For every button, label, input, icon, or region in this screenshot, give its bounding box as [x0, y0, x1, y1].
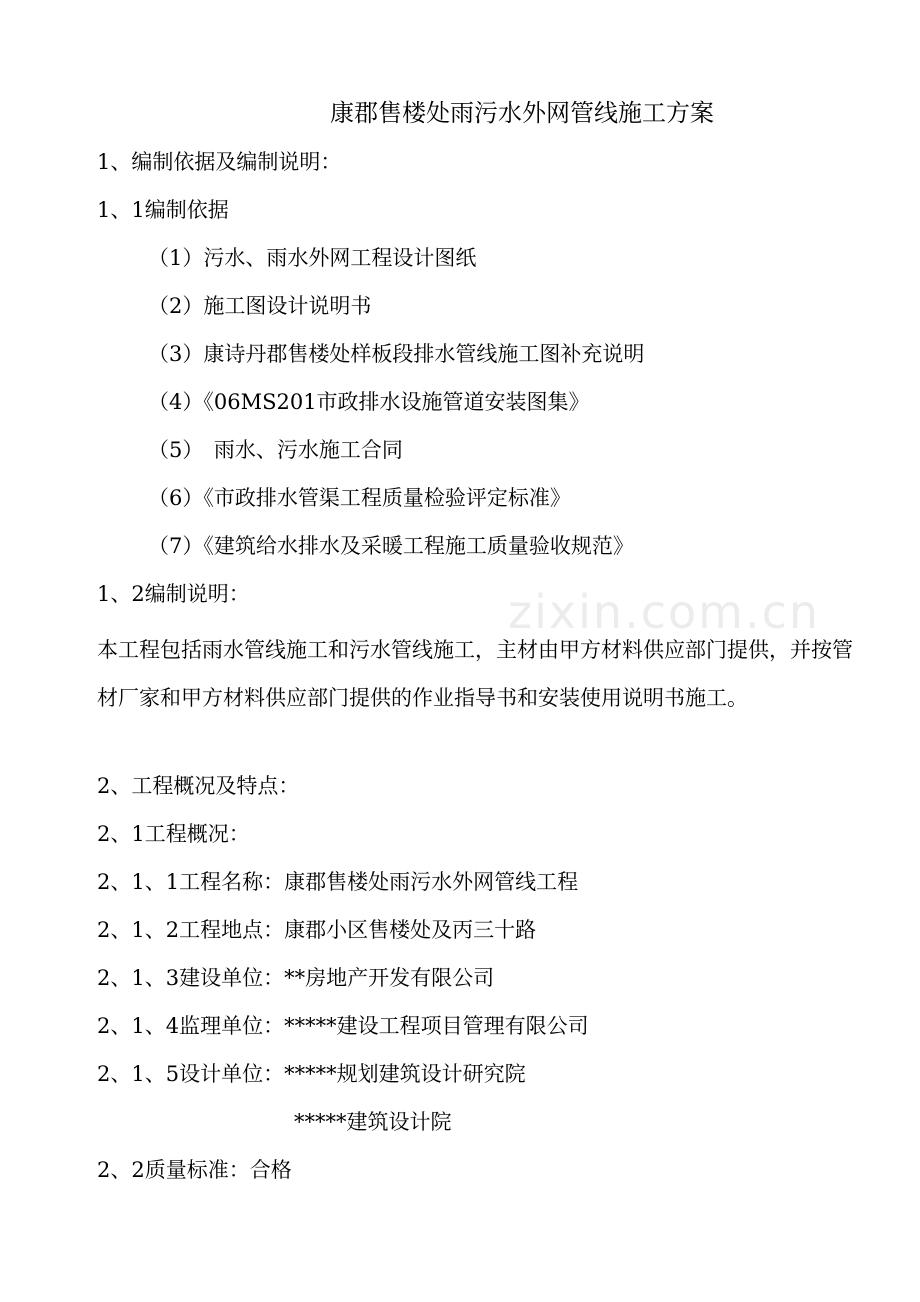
- list-item: （2）施工图设计说明书: [148, 294, 372, 318]
- designer-line: 2、1、5设计单位：*****规划建筑设计研究院: [97, 1062, 526, 1086]
- list-item: （4）《06MS201市政排水设施管道安装图集》: [148, 390, 590, 414]
- watermark: zixin.com.cn: [508, 585, 821, 639]
- list-item: （7）《建筑给水排水及采暖工程施工质量验收规范》: [148, 534, 634, 558]
- section-heading: 2、工程概况及特点：: [97, 774, 300, 798]
- designer-line-2: *****建筑设计院: [294, 1110, 452, 1134]
- list-item: （1）污水、雨水外网工程设计图纸: [148, 246, 477, 270]
- document-title: 康郡售楼处雨污水外网管线施工方案: [330, 99, 714, 127]
- subsection-heading: 1、1编制依据: [97, 198, 229, 222]
- supervisor-line: 2、1、4监理单位：*****建设工程项目管理有限公司: [97, 1014, 589, 1038]
- list-item: （3）康诗丹郡售楼处样板段排水管线施工图补充说明: [148, 342, 645, 366]
- description-paragraph: 本工程包括雨水管线施工和污水管线施工，主材由甲方材料供应部门提供，并按管材厂家和甲方材料供应部门提供的作业指导书和安装使用说明书施工。: [97, 638, 853, 710]
- list-item: （5） 雨水、污水施工合同: [148, 438, 403, 462]
- subsection-heading: 2、1工程概况：: [97, 822, 250, 846]
- project-location-line: 2、1、2工程地点：康郡小区售楼处及丙三十路: [97, 918, 537, 942]
- quality-standard-line: 2、2质量标准：合格: [97, 1158, 292, 1182]
- subsection-heading: 1、2编制说明：: [97, 582, 250, 606]
- client-line: 2、1、3建设单位：**房地产开发有限公司: [97, 966, 495, 990]
- project-name-line: 2、1、1工程名称：康郡售楼处雨污水外网管线工程: [97, 870, 579, 894]
- list-item: （6）《市政排水管渠工程质量检验评定标准》: [148, 486, 571, 510]
- section-heading: 1、编制依据及编制说明：: [97, 150, 342, 174]
